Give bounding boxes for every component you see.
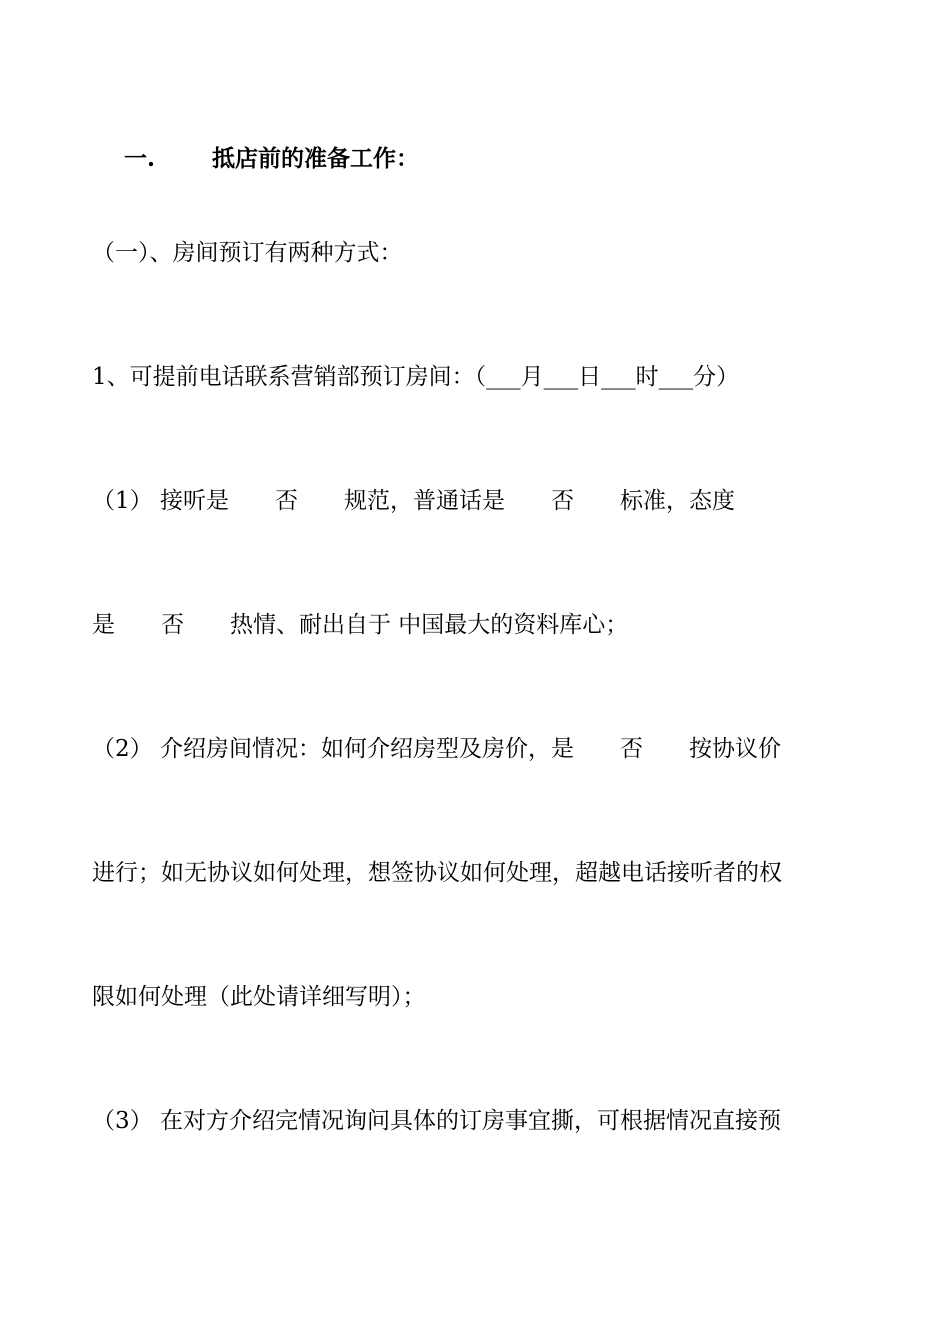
paragraph-line-1: （一）、房间预订有两种方式： [92,240,403,266]
paragraph-line-8: （3） 在对方介绍完情况询问具体的订房事宜撕，可根据情况直接预 [92,1108,781,1134]
paragraph-line-7: 限如何处理（此处请详细写明）； [92,984,426,1010]
paragraph-line-4: 是 否 热情、耐出自于 中国最大的资料库心； [92,612,629,638]
paragraph-line-5: （2） 介绍房间情况：如何介绍房型及房价，是 否 按协议价 [92,736,781,762]
paragraph-line-6: 进行；如无协议如何处理，想签协议如何处理，超越电话接听者的权 [92,860,782,886]
section-heading [92,114,420,172]
section-title: 抵店前的准备工作： [212,145,420,172]
paragraph-line-2: 1、可提前电话联系营销部预订房间：（___月___日___时___分） [92,364,740,390]
section-number: 一. [124,145,156,172]
paragraph-line-3: （1） 接听是 否 规范，普通话是 否 标准，态度 [92,488,735,514]
